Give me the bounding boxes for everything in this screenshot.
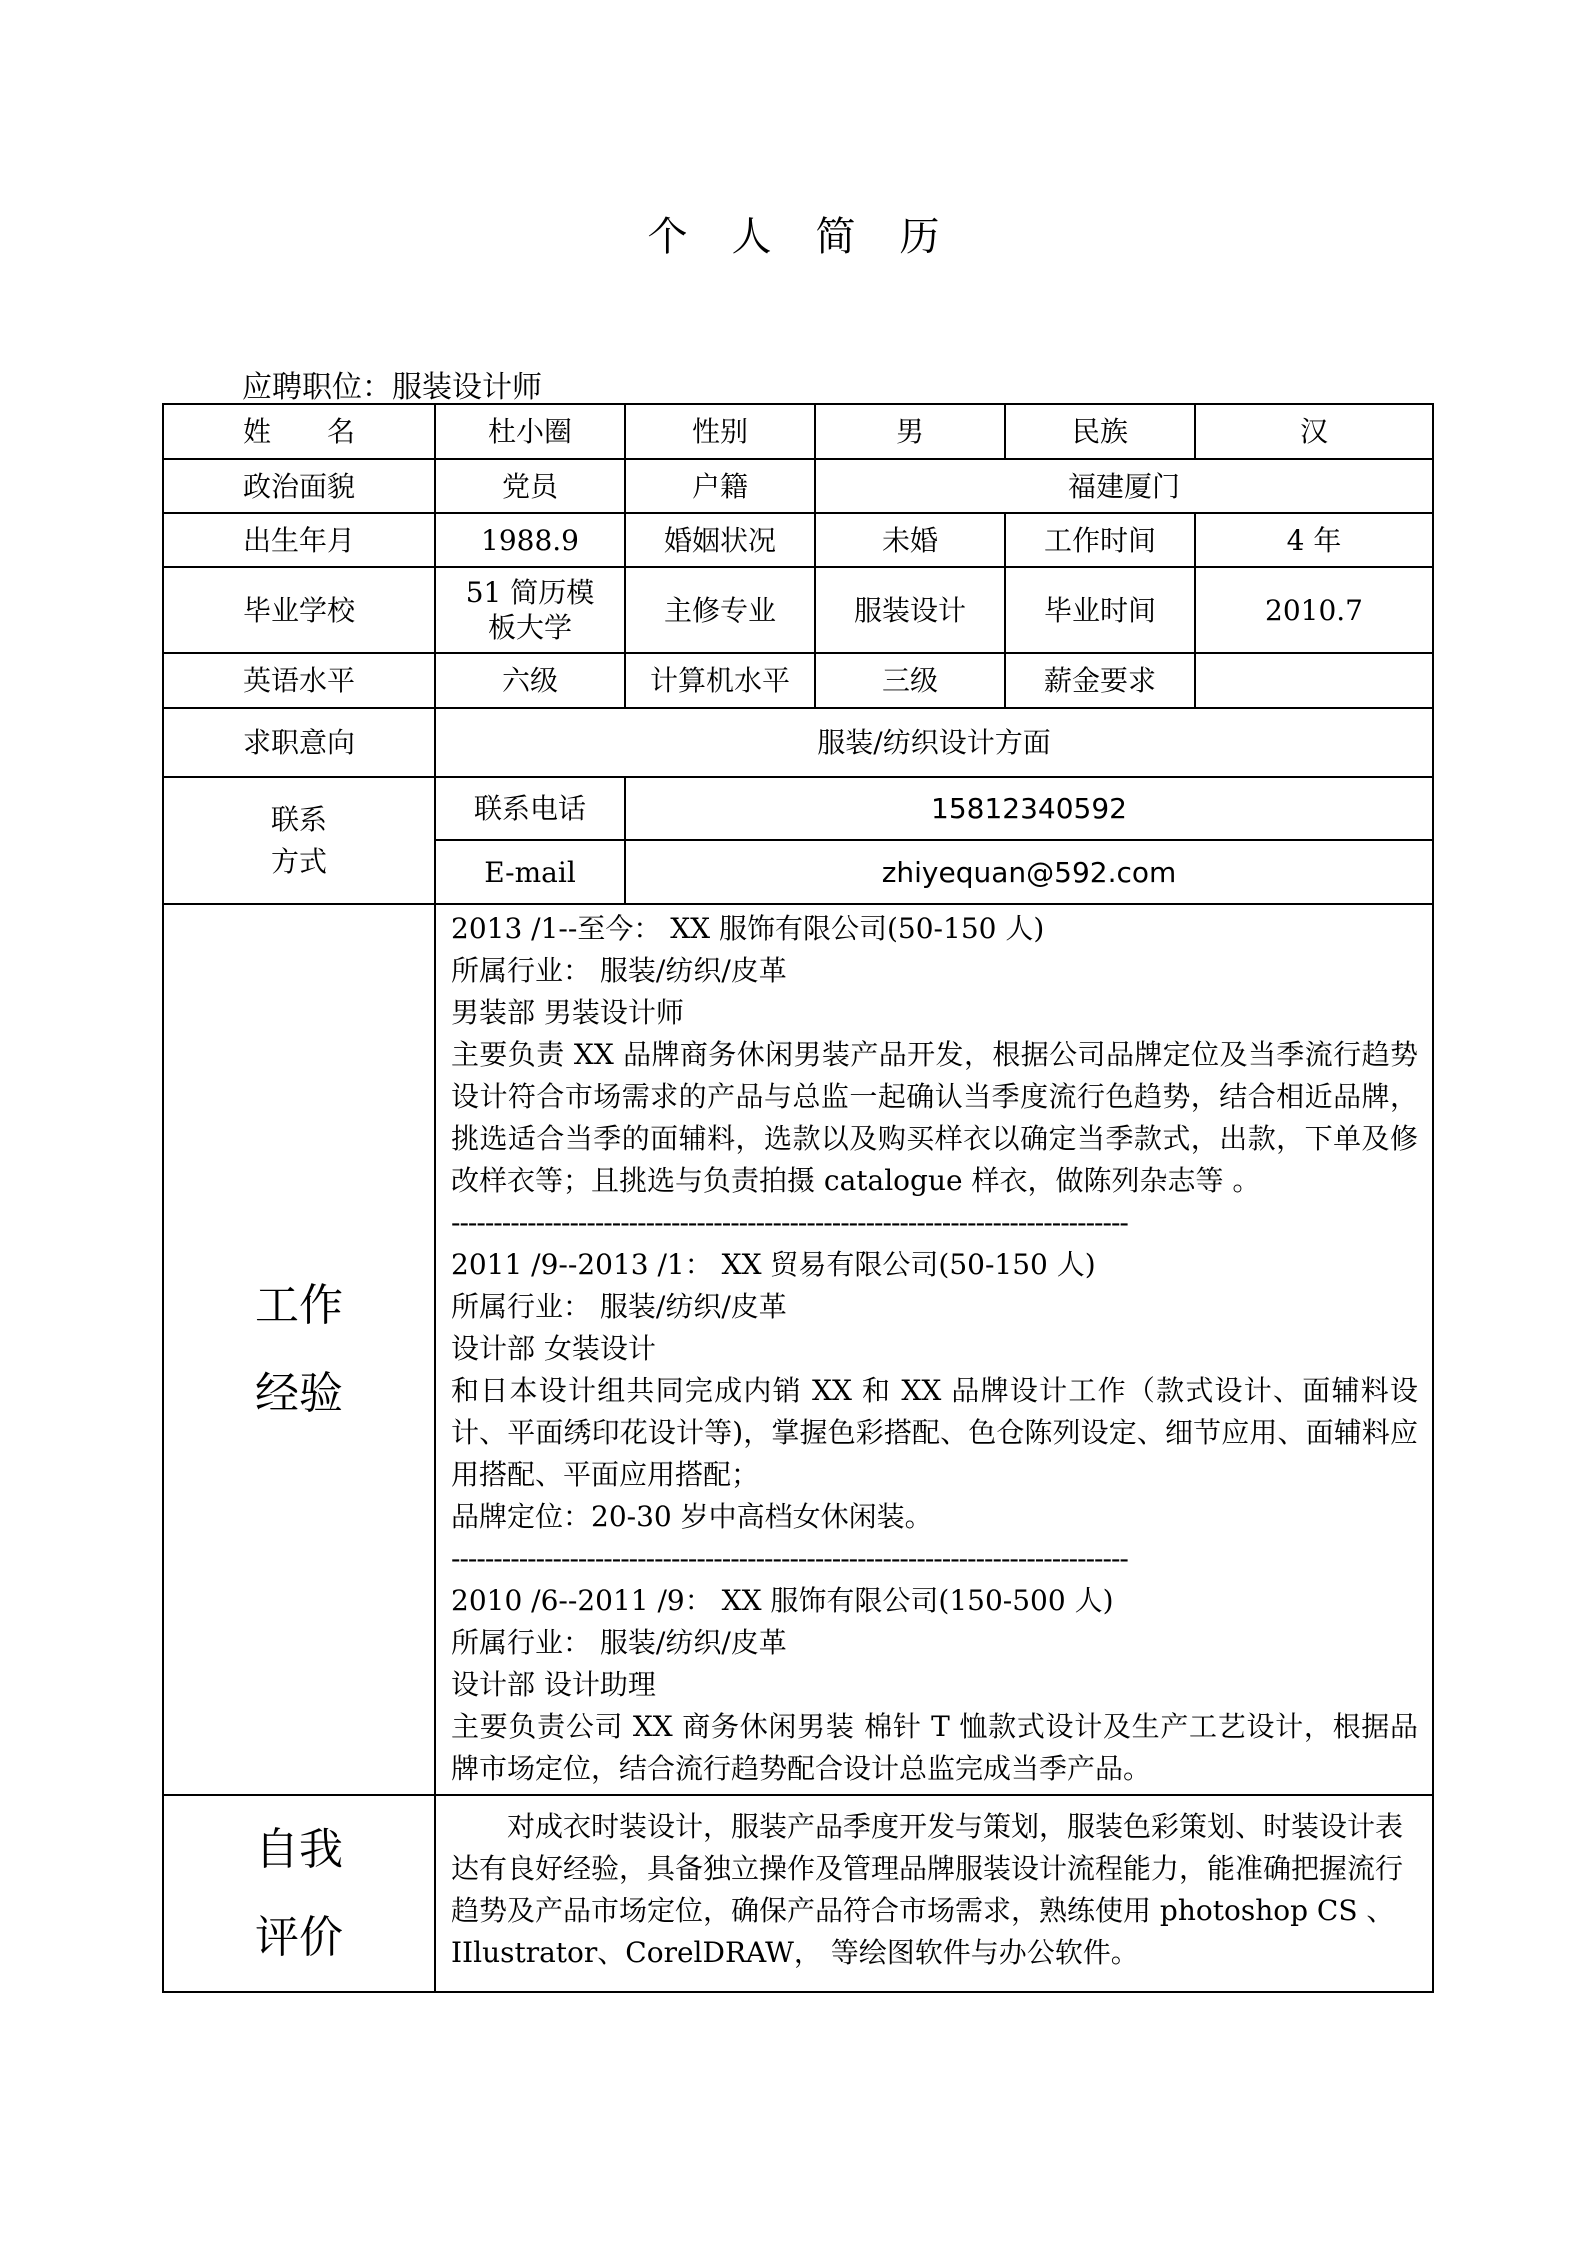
work-entry-desc: 主要负责公司 XX 商务休闲男装 棉针 T 恤款式设计及生产工艺设计，根据品牌市场定位，结合流行趋势配合设计总监完成当季产品。 (451, 1710, 1418, 1785)
work-entry-desc: 主要负责 XX 品牌商务休闲男装产品开发，根据公司品牌定位及当季流行趋势设计符合市场需求的产品与总监一起确认当季度流行色趋势，结合相近品牌，挑选适合当季的面辅料，选款以及购买样衣以确定当季款式，出款，下单及修改样衣等；且挑选与负责拍摄 catalogue 样衣，做陈列杂志等 。 (451, 1038, 1418, 1197)
birth-label: 出生年月 (163, 513, 435, 567)
title-char: 简 (815, 214, 856, 260)
major-value: 服装设计 (815, 567, 1005, 653)
english-label: 英语水平 (163, 653, 435, 708)
page-title (0, 205, 1587, 262)
hukou-value: 福建厦门 (815, 459, 1433, 513)
ethnic-value: 汉 (1195, 404, 1433, 459)
work-entry-dept: 设计部 设计助理 (451, 1668, 656, 1701)
work-entry-desc: 和日本设计组共同完成内销 XX 和 XX 品牌设计工作（款式设计、面辅料设计、平面绣印花设计等)，掌握色彩搭配、色仓陈列设定、细节应用、面辅料应用搭配、平面应用搭配； (451, 1374, 1418, 1491)
work-label-line1: 工作 (255, 1279, 343, 1331)
work-label-line2: 经验 (255, 1367, 343, 1419)
work-entry-industry: 所属行业： 服装/纺织/皮革 (451, 1290, 787, 1323)
title-char: 个 (647, 214, 688, 260)
work-entry-industry: 所属行业： 服装/纺织/皮革 (451, 954, 787, 987)
work-entry (451, 908, 1418, 1202)
applied-position: 应聘职位：服装设计师 (242, 370, 542, 405)
gender-value: 男 (815, 404, 1005, 459)
grad-label: 毕业时间 (1005, 567, 1195, 653)
political-label: 政治面貌 (163, 459, 435, 513)
resume-table (162, 403, 1434, 1993)
ethnic-label: 民族 (1005, 404, 1195, 459)
name-label: 姓 名 (163, 404, 435, 459)
contact-label (163, 777, 435, 904)
title-char: 人 (731, 214, 772, 260)
grad-value: 2010.7 (1195, 567, 1433, 653)
self-eval-text: 对成衣时装设计，服装产品季度开发与策划，服装色彩策划、时装设计表达有良好经验，具备独立操作及管理品牌服装设计流程能力，能准确把握流行趋势及产品市场定位，确保产品符合市场需求，熟练使用 photoshop CS 、IIlustrator、CorelDRAW， 等绘图软件与办公软件。 (435, 1795, 1433, 1992)
self-eval-label (163, 1795, 435, 1992)
computer-value: 三级 (815, 653, 1005, 708)
salary-value (1195, 653, 1433, 708)
work-entry (451, 1244, 1418, 1538)
work-experience (435, 904, 1433, 1795)
birth-value: 1988.9 (435, 513, 625, 567)
school-value: 51 简历模板大学 (435, 567, 625, 653)
work-label (163, 904, 435, 1795)
major-label: 主修专业 (625, 567, 815, 653)
work-entry-industry: 所属行业： 服装/纺织/皮革 (451, 1626, 787, 1659)
contact-label-line1: 联系 (270, 802, 327, 836)
gender-label: 性别 (625, 404, 815, 459)
english-value: 六级 (435, 653, 625, 708)
name-value: 杜小圈 (435, 404, 625, 459)
work-entry (451, 1580, 1418, 1790)
email-label: E-mail (435, 840, 625, 904)
work-years-value: 4 年 (1195, 513, 1433, 567)
self-eval-label-line1: 自我 (255, 1823, 343, 1875)
work-entry-header: 2013 /1--至今： XX 服饰有限公司(50-150 人) (451, 912, 1045, 945)
title-char: 历 (899, 214, 940, 260)
phone-label: 联系电话 (435, 777, 625, 840)
work-entry-dept: 设计部 女装设计 (451, 1332, 656, 1365)
contact-label-line2: 方式 (270, 844, 327, 878)
work-entry-dept: 男装部 男装设计师 (451, 996, 684, 1029)
salary-label: 薪金要求 (1005, 653, 1195, 708)
email-value: zhiyequan@592.com (625, 840, 1433, 904)
work-separator: -------------------------------------------------------------------------------- (451, 1206, 1128, 1239)
hukou-label: 户籍 (625, 459, 815, 513)
work-separator: -------------------------------------------------------------------------------- (451, 1542, 1128, 1575)
work-entry-extra: 品牌定位：20-30 岁中高档女休闲装。 (451, 1500, 933, 1533)
marital-value: 未婚 (815, 513, 1005, 567)
intent-label: 求职意向 (163, 708, 435, 777)
marital-label: 婚姻状况 (625, 513, 815, 567)
work-entry-header: 2010 /6--2011 /9： XX 服饰有限公司(150-500 人) (451, 1584, 1114, 1617)
school-label: 毕业学校 (163, 567, 435, 653)
intent-value: 服装/纺织设计方面 (435, 708, 1433, 777)
work-entry-header: 2011 /9--2013 /1： XX 贸易有限公司(50-150 人) (451, 1248, 1096, 1281)
political-value: 党员 (435, 459, 625, 513)
computer-label: 计算机水平 (625, 653, 815, 708)
self-eval-label-line2: 评价 (255, 1911, 343, 1963)
work-years-label: 工作时间 (1005, 513, 1195, 567)
phone-value: 15812340592 (625, 777, 1433, 840)
